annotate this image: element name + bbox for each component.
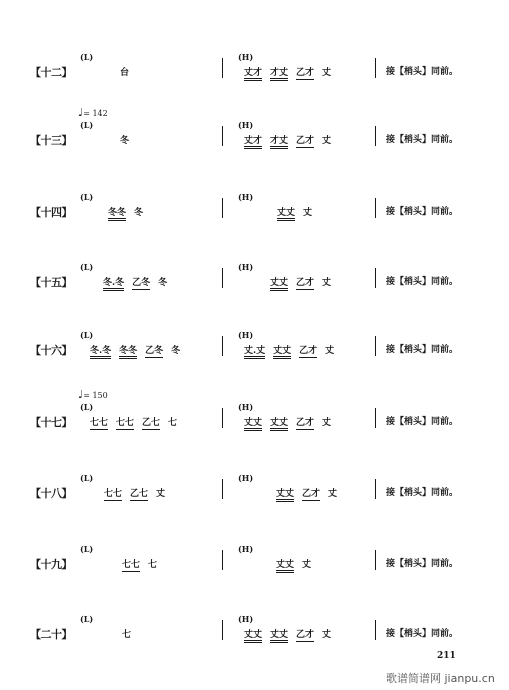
section-number: 【二十】 (30, 628, 72, 641)
high-part-beats (244, 415, 339, 431)
beat-group: 乙冬 (145, 343, 163, 358)
low-part-beats (108, 205, 151, 221)
continuation-instruction: 接【梢头】同前。 (386, 277, 459, 287)
beat-group: 乙才 (296, 65, 314, 80)
beat-group: 乙才 (302, 486, 320, 501)
high-part-beats (270, 275, 339, 291)
beat-group: 乙才 (299, 343, 317, 358)
high-part-marker: (H) (238, 614, 254, 624)
low-part-beats (122, 627, 139, 640)
page-number: 211 (437, 651, 456, 661)
beat-group: 丈 (322, 278, 332, 288)
beat-group: 丈丈 (244, 415, 262, 431)
beat-group: 冬 (120, 136, 130, 146)
high-part-marker: (H) (238, 262, 254, 272)
beat-group: 七 (148, 560, 158, 570)
beat-group: 丈丈 (270, 627, 288, 643)
beat-group: 乙冬 (132, 275, 150, 290)
section-number: 【十四】 (30, 206, 72, 219)
beat-group: 丈.丈 (244, 343, 265, 359)
section-number: 【十七】 (30, 416, 72, 429)
section-number: 【十五】 (30, 276, 72, 289)
bar-line (375, 198, 376, 218)
section-number: 【十八】 (30, 487, 72, 500)
low-part-marker: (L) (80, 262, 94, 272)
score-row (0, 330, 509, 370)
low-part-beats (104, 486, 173, 501)
beat-group: 冬 (158, 278, 168, 288)
beat-group: 丈 (322, 418, 332, 428)
continuation-instruction: 接【梢头】同前。 (386, 488, 459, 498)
beat-group: 丈 (302, 560, 312, 570)
bar-line (222, 198, 223, 218)
beat-group: 乙才 (296, 415, 314, 430)
high-part-marker: (H) (238, 52, 254, 62)
bar-line (375, 126, 376, 146)
bar-line (375, 336, 376, 356)
bar-line (375, 479, 376, 499)
beat-group: 丈丈 (277, 205, 295, 221)
high-part-beats (244, 627, 339, 643)
low-part-marker: (L) (80, 192, 94, 202)
high-part-beats (244, 343, 342, 359)
low-part-beats (103, 275, 175, 291)
continuation-instruction: 接【梢头】同前。 (386, 135, 459, 145)
score-row (0, 262, 509, 302)
beat-group: 七七 (90, 415, 108, 430)
low-part-beats (120, 133, 137, 146)
low-part-beats (90, 415, 185, 430)
beat-group: 台 (120, 68, 130, 78)
beat-group: 七七 (104, 486, 122, 501)
low-part-marker: (L) (80, 473, 94, 483)
bar-line (222, 58, 223, 78)
high-part-marker: (H) (238, 192, 254, 202)
high-part-marker: (H) (238, 120, 254, 130)
quarter-note-icon: ♩ (78, 106, 84, 119)
low-part-beats (122, 557, 165, 572)
high-part-marker: (H) (238, 544, 254, 554)
bar-line (222, 620, 223, 640)
score-row (0, 106, 509, 160)
tempo-value: = 150 (83, 391, 108, 400)
beat-group: 冬 (134, 208, 144, 218)
beat-group: 冬.冬 (90, 343, 111, 359)
beat-group: 丈丈 (276, 486, 294, 502)
bar-line (222, 479, 223, 499)
continuation-instruction: 接【梢头】同前。 (386, 207, 459, 217)
beat-group: 丈 (156, 489, 166, 499)
beat-group: 七 (122, 630, 132, 640)
beat-group: 七七 (116, 415, 134, 430)
section-number: 【十九】 (30, 558, 72, 571)
low-part-beats (120, 65, 137, 78)
score-row (0, 52, 509, 92)
beat-group: 丈 (322, 68, 332, 78)
high-part-beats (244, 65, 339, 81)
beat-group: 冬冬 (108, 205, 126, 221)
high-part-marker: (H) (238, 402, 254, 412)
beat-group: 丈 (322, 136, 332, 146)
low-part-marker: (L) (80, 120, 94, 130)
beat-group: 丈才 (244, 133, 262, 149)
score-row (0, 473, 509, 513)
score-row (0, 192, 509, 232)
tempo-marking (78, 106, 108, 119)
beat-group: 冬冬 (119, 343, 137, 359)
score-row (0, 614, 509, 654)
continuation-instruction: 接【梢头】同前。 (386, 67, 459, 77)
continuation-instruction: 接【梢头】同前。 (386, 629, 459, 639)
high-part-beats (244, 133, 339, 149)
section-number: 【十三】 (30, 134, 72, 147)
beat-group: 丈 (328, 489, 338, 499)
section-number: 【十二】 (30, 66, 72, 79)
low-part-marker: (L) (80, 544, 94, 554)
high-part-beats (276, 557, 319, 573)
beat-group: 乙七 (142, 415, 160, 430)
bar-line (375, 550, 376, 570)
high-part-marker: (H) (238, 330, 254, 340)
low-part-marker: (L) (80, 330, 94, 340)
watermark: 歌谱简谱网 jianpu.cn (386, 672, 495, 685)
continuation-instruction: 接【梢头】同前。 (386, 417, 459, 427)
score-row (0, 388, 509, 442)
high-part-marker: (H) (238, 473, 254, 483)
continuation-instruction: 接【梢头】同前。 (386, 345, 459, 355)
continuation-instruction: 接【梢头】同前。 (386, 559, 459, 569)
quarter-note-icon: ♩ (78, 388, 84, 401)
beat-group: 冬 (171, 346, 181, 356)
low-part-beats (90, 343, 188, 359)
beat-group: 冬.冬 (103, 275, 124, 291)
beat-group: 丈丈 (270, 275, 288, 291)
beat-group: 才丈 (270, 133, 288, 149)
beat-group: 丈才 (244, 65, 262, 81)
bar-line (375, 58, 376, 78)
tempo-value: = 142 (83, 109, 108, 118)
low-part-marker: (L) (80, 52, 94, 62)
beat-group: 丈 (325, 346, 335, 356)
beat-group: 七七 (122, 557, 140, 572)
bar-line (222, 268, 223, 288)
beat-group: 丈丈 (270, 415, 288, 431)
tempo-marking (78, 388, 108, 401)
bar-line (375, 408, 376, 428)
beat-group: 七 (168, 418, 178, 428)
beat-group: 丈丈 (276, 557, 294, 573)
beat-group: 乙才 (296, 627, 314, 642)
low-part-marker: (L) (80, 402, 94, 412)
high-part-beats (276, 486, 345, 502)
bar-line (222, 126, 223, 146)
section-number: 【十六】 (30, 344, 72, 357)
beat-group: 才丈 (270, 65, 288, 81)
score-row (0, 544, 509, 584)
beat-group: 丈 (322, 630, 332, 640)
beat-group: 丈丈 (273, 343, 291, 359)
beat-group: 乙七 (130, 486, 148, 501)
bar-line (222, 408, 223, 428)
bar-line (375, 620, 376, 640)
bar-line (375, 268, 376, 288)
beat-group: 丈丈 (244, 627, 262, 643)
beat-group: 丈 (303, 208, 313, 218)
high-part-beats (277, 205, 320, 221)
beat-group: 乙才 (296, 275, 314, 290)
bar-line (222, 550, 223, 570)
low-part-marker: (L) (80, 614, 94, 624)
bar-line (222, 336, 223, 356)
beat-group: 乙才 (296, 133, 314, 148)
